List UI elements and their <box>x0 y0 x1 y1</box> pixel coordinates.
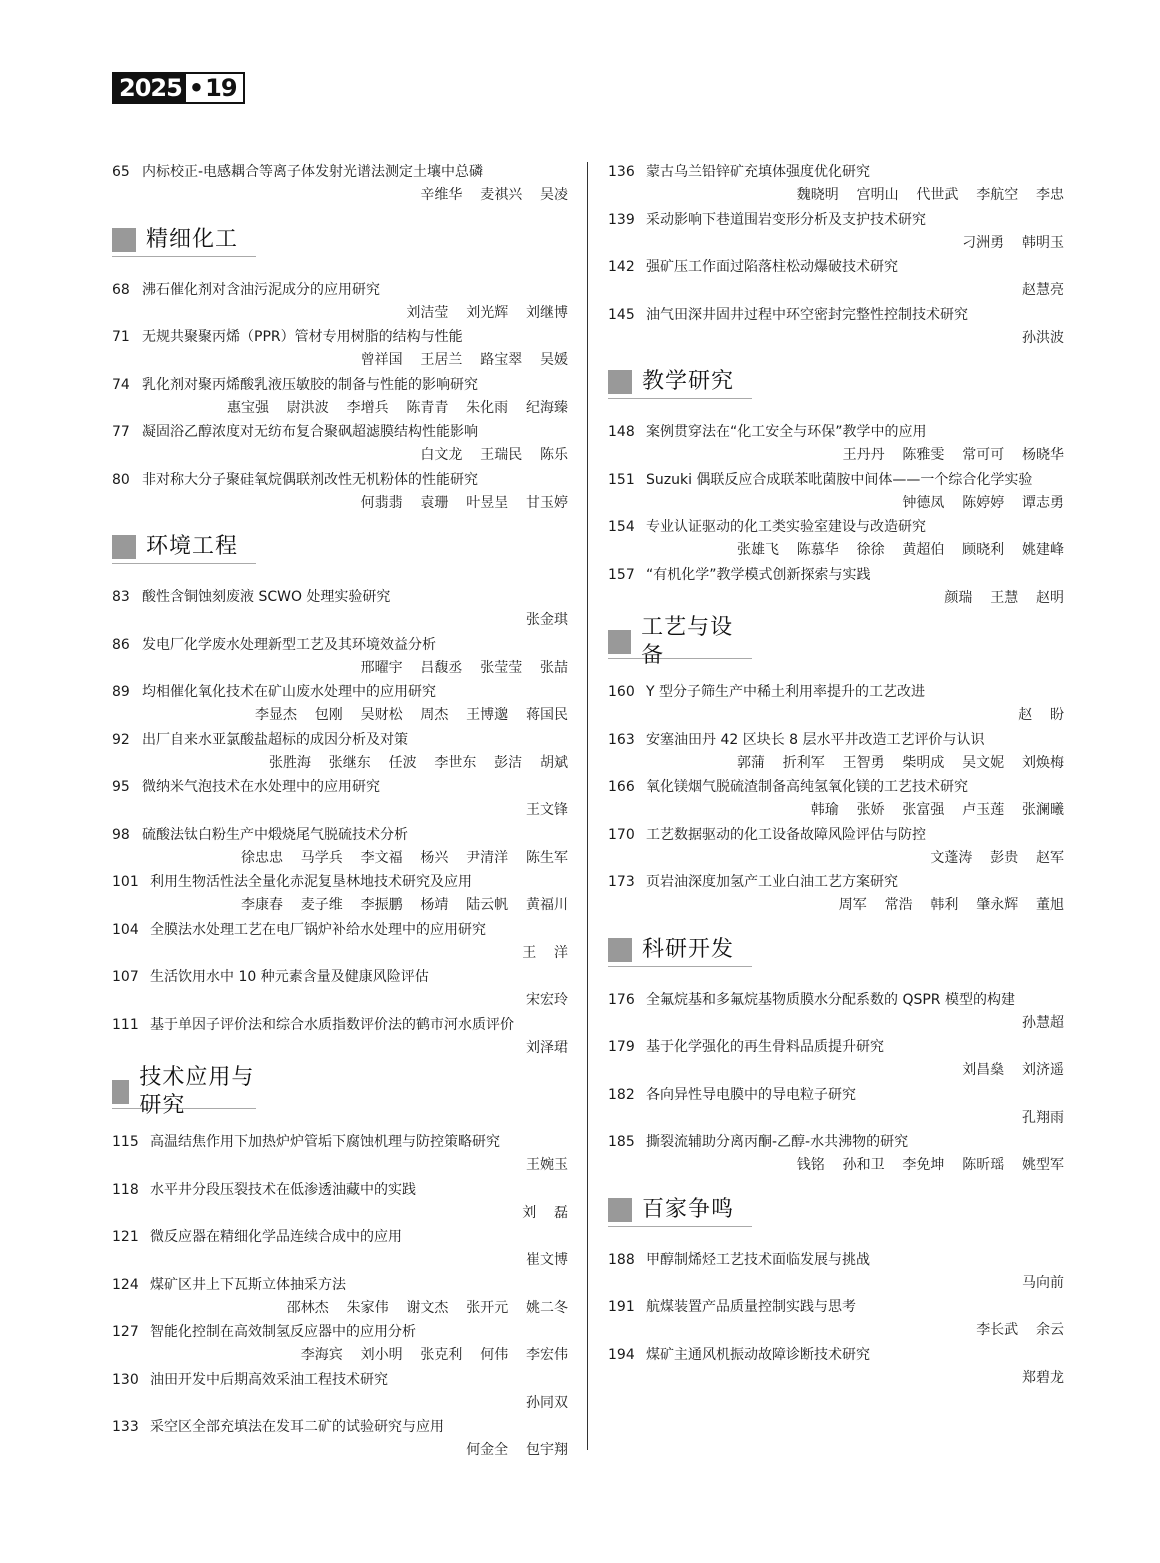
section-marker-square <box>112 1080 129 1104</box>
article-title[interactable]: 酸性含铜蚀刻废液 SCWO 处理实验研究 <box>142 589 391 605</box>
page-number: 151 <box>608 471 635 488</box>
article-authors: 刘泽珺 <box>526 1039 568 1056</box>
page-number: 185 <box>608 1134 635 1150</box>
article-authors: 孔翔雨 <box>1022 1109 1064 1126</box>
section-title: 百家争鸣 <box>642 1196 735 1222</box>
article-authors: 李康春 麦子维 李振鹏 杨靖 陆云帆 黄福川 <box>240 897 568 913</box>
page-number: 101 <box>112 874 139 890</box>
toc-entry[interactable] <box>112 373 568 421</box>
page-number: 179 <box>608 1039 635 1055</box>
page-number: 136 <box>608 164 635 180</box>
article-title[interactable]: 水平井分段压裂技术在低渗透油藏中的实践 <box>150 1181 416 1198</box>
article-authors: 李显杰 包刚 吴财松 周杰 王博邈 蒋国民 <box>254 707 568 723</box>
toc-entry[interactable] <box>112 160 568 208</box>
article-title[interactable]: 氧化镁烟气脱硫渣制备高纯氢氧化镁的工艺技术研究 <box>646 779 968 795</box>
toc-entry[interactable] <box>608 160 1064 208</box>
section-header <box>608 610 1064 680</box>
page-number: 191 <box>608 1299 635 1315</box>
article-title[interactable]: 撕裂流辅助分离丙酮-乙醇-水共沸物的研究 <box>646 1134 909 1150</box>
toc-entry[interactable] <box>112 1130 568 1178</box>
article-authors: 白文龙 王瑞民 陈乐 <box>420 447 568 463</box>
article-authors: 刁洲勇 韩明玉 <box>962 234 1064 251</box>
toc-entry[interactable] <box>112 965 568 1013</box>
article-title[interactable]: 采空区全部充填法在发耳二矿的试验研究与应用 <box>150 1419 444 1435</box>
page-number: 166 <box>608 779 635 795</box>
section-marker-square <box>608 370 632 394</box>
toc-entry[interactable] <box>112 775 568 823</box>
section-title: 教学研究 <box>642 369 735 394</box>
page-number: 77 <box>112 424 130 440</box>
article-authors: 崔文博 <box>526 1252 568 1268</box>
article-authors: 张雄飞 陈慕华 徐徐 黄超伯 顾晓利 姚建峰 <box>736 542 1064 558</box>
section-header <box>112 1060 568 1130</box>
article-title[interactable]: 煤矿主通风机振动故障诊断技术研究 <box>646 1346 870 1363</box>
article-title[interactable]: 微反应器在精细化学品连续合成中的应用 <box>150 1229 402 1245</box>
page-number: 176 <box>608 991 635 1008</box>
article-authors: 徐忠忠 马学兵 李文福 杨兴 尹清洋 陈生军 <box>240 849 568 866</box>
article-authors: 郭蒲 折利军 王智勇 柴明成 吴文妮 刘焕梅 <box>736 754 1064 771</box>
section-header <box>608 1178 1064 1248</box>
toc-entry[interactable] <box>608 420 1064 468</box>
toc-entry[interactable] <box>112 823 568 871</box>
section-heading-box <box>608 1194 752 1227</box>
article-authors: 王婉玉 <box>526 1157 568 1173</box>
toc-entry[interactable] <box>608 303 1064 351</box>
toc-entry[interactable] <box>608 1083 1064 1131</box>
page-number: 95 <box>112 779 130 795</box>
article-title[interactable]: 基于单因子评价法和综合水质指数评价法的鹤市河水质评价 <box>150 1016 514 1033</box>
article-title[interactable]: 内标校正-电感耦合等离子体发射光谱法测定土壤中总磷 <box>142 164 484 180</box>
article-title[interactable]: 油气田深井固井过程中环空密封完整性控制技术研究 <box>646 306 968 323</box>
page-number: 170 <box>608 826 635 843</box>
page-number: 163 <box>608 731 635 748</box>
article-title[interactable]: 安塞油田丹 42 区块长 8 层水平井改造工艺评价与认识 <box>646 731 985 748</box>
issue-dot: • <box>186 74 205 102</box>
toc-entry[interactable] <box>112 420 568 468</box>
article-authors: 王丹丹 陈雅雯 常可可 杨晓华 <box>842 447 1064 463</box>
article-title[interactable]: 专业认证驱动的化工类实验室建设与改造研究 <box>646 519 926 535</box>
toc-entry[interactable] <box>608 1343 1064 1391</box>
article-title[interactable]: 沸石催化剂对含油污泥成分的应用研究 <box>142 281 380 298</box>
page-number: 124 <box>112 1276 139 1293</box>
toc-entry[interactable] <box>112 325 568 373</box>
section-title: 工艺与设备 <box>641 615 734 668</box>
page-number: 111 <box>112 1016 139 1033</box>
toc-entry[interactable] <box>608 563 1064 611</box>
page-number: 74 <box>112 376 130 393</box>
article-authors: 李长武 余云 <box>976 1322 1064 1338</box>
toc-entry[interactable] <box>608 823 1064 871</box>
article-title[interactable]: 生活饮用水中 10 种元素含量及健康风险评估 <box>150 969 429 985</box>
toc-entry[interactable] <box>112 468 568 516</box>
article-authors: 刘昌燊 刘济遥 <box>962 1062 1064 1078</box>
page-number: 107 <box>112 969 139 985</box>
page-number: 68 <box>112 281 130 298</box>
article-title[interactable]: Suzuki 偶联反应合成联苯吡菌胺中间体——一个综合化学实验 <box>646 471 1033 488</box>
toc-entry[interactable] <box>608 775 1064 823</box>
toc-entry[interactable] <box>608 515 1064 563</box>
toc-left-column <box>112 160 568 1463</box>
section-heading-box <box>608 934 752 967</box>
article-title[interactable]: 采动影响下巷道围岩变形分析及支护技术研究 <box>646 211 926 228</box>
toc-entry[interactable] <box>112 278 568 326</box>
section-marker-square <box>112 535 136 559</box>
article-title[interactable]: 无规共聚聚丙烯（PPR）管材专用树脂的结构与性能 <box>142 329 463 345</box>
toc-entry[interactable] <box>608 870 1064 918</box>
article-title[interactable]: 发电厂化学废水处理新型工艺及其环境效益分析 <box>142 636 436 653</box>
section-title: 技术应用与研究 <box>139 1065 255 1118</box>
article-title[interactable]: 基于化学强化的再生骨料品质提升研究 <box>646 1039 884 1055</box>
issue-year: 2025 <box>114 74 186 102</box>
article-title[interactable]: 高温结焦作用下加热炉炉管垢下腐蚀机理与防控策略研究 <box>150 1134 500 1150</box>
article-authors: 宋宏玲 <box>526 992 568 1008</box>
toc-entry[interactable] <box>608 988 1064 1036</box>
toc-entry[interactable] <box>112 633 568 681</box>
page-number: 145 <box>608 306 635 323</box>
article-title[interactable]: 页岩油深度加氢产工业白油工艺方案研究 <box>646 874 898 890</box>
article-title[interactable]: 各向异性导电膜中的导电粒子研究 <box>646 1086 856 1103</box>
article-authors: 赵慧亮 <box>1022 282 1064 298</box>
column-divider <box>587 162 588 1450</box>
article-authors: 韩瑜 张娇 张富强 卢玉莲 张澜曦 <box>810 802 1064 818</box>
toc-entry[interactable] <box>608 728 1064 776</box>
article-title[interactable]: 全膜法水处理工艺在电厂锅炉补给水处理中的应用研究 <box>150 921 486 938</box>
section-marker-square <box>112 228 136 252</box>
page-number: 98 <box>112 826 130 843</box>
toc-entry[interactable] <box>608 1295 1064 1343</box>
article-authors: 颜瑞 王慧 赵明 <box>944 589 1064 606</box>
article-authors: 钱铭 孙和卫 李免坤 陈昕瑶 姚型军 <box>796 1157 1064 1173</box>
toc-right-column <box>608 160 1064 1390</box>
article-authors: 郑碧龙 <box>1022 1369 1064 1386</box>
section-marker-square <box>608 630 631 654</box>
toc-entry[interactable] <box>112 918 568 966</box>
article-authors: 孙洪波 <box>1022 329 1064 346</box>
article-title[interactable]: Y 型分子筛生产中稀土利用率提升的工艺改进 <box>646 684 926 700</box>
article-title[interactable]: “有机化学”教学模式创新探索与实践 <box>646 566 871 583</box>
article-title[interactable]: 均相催化氧化技术在矿山废水处理中的应用研究 <box>142 684 436 700</box>
section-heading-box <box>112 531 256 564</box>
toc-entry[interactable] <box>608 1130 1064 1178</box>
toc-entry[interactable] <box>608 468 1064 516</box>
article-authors: 周军 常浩 韩利 肇永辉 董旭 <box>838 897 1064 913</box>
toc-entry[interactable] <box>608 1248 1064 1296</box>
page-number: 80 <box>112 471 130 488</box>
page-number: 127 <box>112 1324 139 1340</box>
article-authors: 刘洁莹 刘光辉 刘继博 <box>406 304 568 321</box>
toc-entry[interactable] <box>112 1013 568 1061</box>
page-number: 173 <box>608 874 635 890</box>
article-title[interactable]: 利用生物活性法全量化赤泥复垦林地技术研究及应用 <box>150 874 472 890</box>
article-authors: 何翡翡 袁珊 叶昱呈 甘玉婷 <box>360 494 568 511</box>
page-number: 157 <box>608 566 635 583</box>
article-authors: 曾祥国 王居兰 路宝翠 吴媛 <box>360 352 568 368</box>
page-number: 188 <box>608 1251 635 1268</box>
page-number: 139 <box>608 211 635 228</box>
article-authors: 何金全 包宇翔 <box>466 1442 568 1458</box>
article-title[interactable]: 凝固浴乙醇浓度对无纺布复合聚砜超滤膜结构性能影响 <box>142 424 478 440</box>
article-authors: 王 洋 <box>522 944 568 961</box>
article-authors: 惠宝强 尉洪波 李增兵 陈青青 朱化雨 纪海臻 <box>226 399 568 416</box>
toc-entry[interactable] <box>112 1178 568 1226</box>
page-number: 104 <box>112 921 139 938</box>
article-authors: 文蓬涛 彭贵 赵军 <box>930 849 1064 866</box>
page-number: 194 <box>608 1346 635 1363</box>
article-title[interactable]: 油田开发中后期高效采油工程技术研究 <box>150 1371 388 1388</box>
article-title[interactable]: 蒙古乌兰铅锌矿充填体强度优化研究 <box>646 164 870 180</box>
issue-badge <box>112 72 245 104</box>
article-authors: 马向前 <box>1022 1274 1064 1291</box>
page-number: 130 <box>112 1371 139 1388</box>
page-number: 142 <box>608 259 635 275</box>
section-header <box>112 515 568 585</box>
page-number: 92 <box>112 731 130 748</box>
page-number: 154 <box>608 519 635 535</box>
article-authors: 孙同双 <box>526 1394 568 1411</box>
toc-entry[interactable] <box>112 870 568 918</box>
section-title: 科研开发 <box>642 936 735 962</box>
article-title[interactable]: 硫酸法钛白粉生产中煅烧尾气脱硫技术分析 <box>142 826 408 843</box>
section-heading-box <box>112 1065 256 1118</box>
toc-entry[interactable] <box>608 680 1064 728</box>
article-title[interactable]: 非对称大分子聚硅氧烷偶联剂改性无机粉体的性能研究 <box>142 471 478 488</box>
toc-entry[interactable] <box>608 208 1064 256</box>
page-number: 121 <box>112 1229 139 1245</box>
page-number: 83 <box>112 589 130 605</box>
toc-entry[interactable] <box>112 1273 568 1321</box>
toc-entry[interactable] <box>608 1035 1064 1083</box>
page-number: 89 <box>112 684 130 700</box>
article-authors: 王文锋 <box>526 802 568 818</box>
article-title[interactable]: 案例贯穿法在“化工安全与环保”教学中的应用 <box>646 424 927 440</box>
article-title[interactable]: 强矿压工作面过陷落柱松动爆破技术研究 <box>646 259 898 275</box>
article-title[interactable]: 航煤装置产品质量控制实践与思考 <box>646 1299 856 1315</box>
section-heading-box <box>608 366 752 399</box>
article-authors: 孙慧超 <box>1022 1014 1064 1031</box>
page-number: 71 <box>112 329 130 345</box>
section-heading-box <box>112 224 256 257</box>
toc-entry[interactable] <box>112 585 568 633</box>
section-header <box>608 918 1064 988</box>
article-authors: 刘 磊 <box>522 1204 568 1221</box>
article-title[interactable]: 工艺数据驱动的化工设备故障风险评估与防控 <box>646 826 926 843</box>
page-number: 182 <box>608 1086 635 1103</box>
section-header <box>608 350 1064 420</box>
page-number: 133 <box>112 1419 139 1435</box>
article-authors: 赵 盼 <box>1018 707 1064 723</box>
article-title[interactable]: 出厂自来水亚氯酸盐超标的成因分析及对策 <box>142 731 408 748</box>
toc-entry[interactable] <box>112 1415 568 1463</box>
page-number: 148 <box>608 424 635 440</box>
article-authors: 魏晓明 宫明山 代世武 李航空 李忠 <box>796 187 1064 203</box>
page-number: 65 <box>112 164 130 180</box>
toc-entry[interactable] <box>112 680 568 728</box>
article-title[interactable]: 全氟烷基和多氟烷基物质膜水分配系数的 QSPR 模型的构建 <box>646 991 1015 1008</box>
article-authors: 李海宾 刘小明 张克利 何伟 李宏伟 <box>300 1347 568 1363</box>
page-number: 86 <box>112 636 130 653</box>
section-title: 环境工程 <box>146 534 239 559</box>
toc-entry[interactable] <box>112 1368 568 1416</box>
page-number: 118 <box>112 1181 139 1198</box>
page-number: 160 <box>608 684 635 700</box>
issue-number: 19 <box>205 74 242 102</box>
article-authors: 邢曜宇 吕馥丞 张莹莹 张喆 <box>360 659 568 676</box>
article-authors: 钟德凤 陈婷婷 谭志勇 <box>902 494 1064 511</box>
toc-entry[interactable] <box>112 1225 568 1273</box>
article-authors: 辛维华 麦祺兴 吴凌 <box>420 187 568 203</box>
section-heading-box <box>608 615 752 668</box>
page-number: 115 <box>112 1134 139 1150</box>
article-authors: 张金琪 <box>526 612 568 628</box>
article-title[interactable]: 微纳米气泡技术在水处理中的应用研究 <box>142 779 380 795</box>
toc-entry[interactable] <box>112 1320 568 1368</box>
article-title[interactable]: 甲醇制烯烃工艺技术面临发展与挑战 <box>646 1251 870 1268</box>
article-title[interactable]: 智能化控制在高效制氢反应器中的应用分析 <box>150 1324 416 1340</box>
article-title[interactable]: 煤矿区井上下瓦斯立体抽采方法 <box>150 1276 346 1293</box>
article-authors: 邵林杰 朱家伟 谢文杰 张开元 姚二冬 <box>286 1299 568 1316</box>
section-title: 精细化工 <box>146 226 239 252</box>
article-authors: 张胜海 张继东 任波 李世东 彭洁 胡斌 <box>268 754 568 771</box>
toc-entry[interactable] <box>112 728 568 776</box>
section-marker-square <box>608 1198 632 1222</box>
article-title[interactable]: 乳化剂对聚丙烯酸乳液压敏胶的制备与性能的影响研究 <box>142 376 478 393</box>
section-marker-square <box>608 938 632 962</box>
toc-entry[interactable] <box>608 255 1064 303</box>
section-header <box>112 208 568 278</box>
